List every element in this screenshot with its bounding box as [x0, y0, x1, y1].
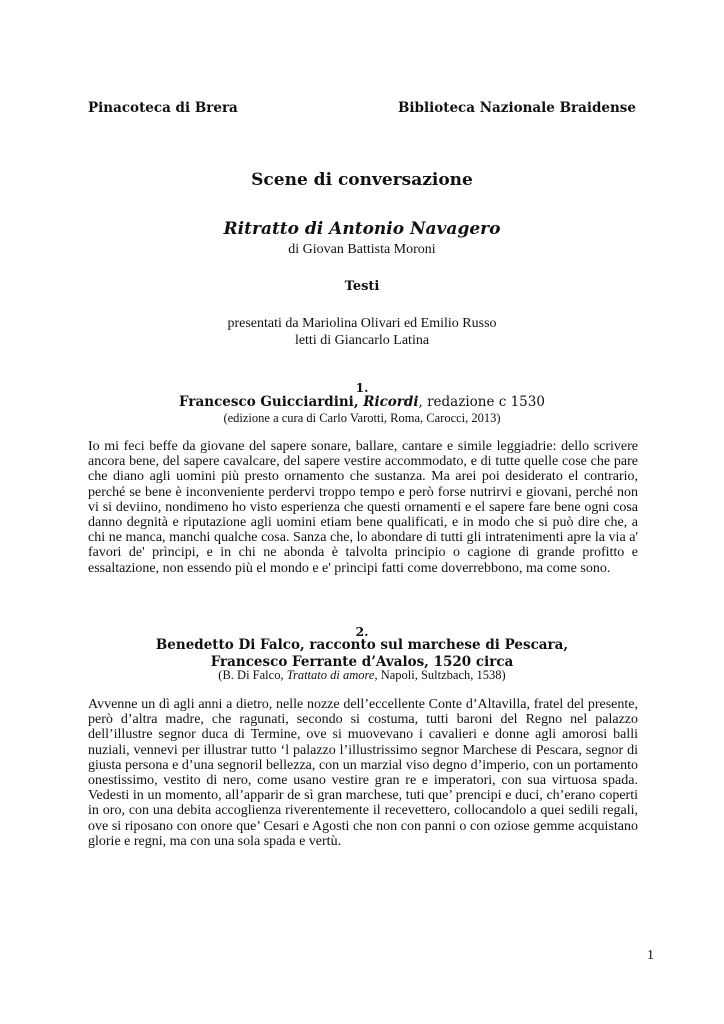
section-1-title-rest: , redazione c 1530: [418, 394, 545, 410]
section-2-title: [88, 637, 636, 671]
read-by: letti di Giancarlo Latina: [294, 333, 430, 348]
section-1-work: Ricordi: [363, 394, 419, 410]
presented-by: presentati da Mariolina Olivari ed Emilio Russo: [227, 316, 497, 331]
section-2-title-line2: Francesco Ferrante d’Avalos, 1520 circa: [210, 654, 514, 670]
section-1-text: Io mi feci beffe da giovane del sapere sonare, ballare, cantare e simile leggiadrie: dello scrivere ancora bene, del sapere cavalcare, del sapere vestire accommodato, e di tutte quelle cose che pare che diano agli uomini più presto ornamento che sustanza. Ma arei poi desiderato el contrario, perché se bene è inconveniente perdervi troppo tempo e però forse nutrirvi e giovani, perché non vi si deviino, nondimeno ho visto esperienza che questi ornamenti e el sapere fare bene ogni cosa danno degnità e riputazione agli uomini etiam bene qualificati, e in modo che si può dire che, a chi ne manca, manchi qualche cosa. Sanza che, lo abondare di tutti gli intratenimenti apre la via a' favori de' prìncipi, e in chi ne abonda è talvolta principio o cagione di grande profitto e essaltazione, non essendo più el mondo e e' prìncipi fatti come doverrebbono, ma come sono.: [88, 439, 638, 576]
section-2-edition-post: , Napoli, Sultzbach, 1538): [374, 668, 506, 682]
section-2-edition-pre: (B. Di Falco,: [218, 668, 287, 682]
section-1-title: [88, 394, 636, 411]
section-2-title-line1: Benedetto Di Falco, racconto sul marchese di Pescara,: [155, 637, 569, 653]
page-number: 1: [647, 948, 654, 963]
page-subtitle: Ritratto di Antonio Navagero: [223, 219, 501, 239]
page-title: Scene di conversazione: [251, 170, 473, 190]
section-1-number: 1.: [355, 380, 369, 395]
section-2-edition: [88, 667, 636, 683]
header-left: Pinacoteca di Brera: [88, 100, 238, 116]
credits: [88, 315, 636, 349]
section-1-edition: (edizione a cura di Carlo Varotti, Roma, Carocci, 2013): [223, 411, 501, 425]
section-2-text: Avvenne un dì agli anni a dietro, nelle nozze dell’eccellente Conte d’Altavilla, fratel del presente, però d’altra madre, che ragunati, secondo si costuma, tutti baroni del Regno nel palazzo dell’illustre segnor duca di Termine, ove si muovevano i cavalieri e donne agli amorosi balli nuziali, vennevi per illustrar tutto ‘l palazzo l’illustrissimo segnor Marchese di Pescara, segnor di giusta persona e d’una segnoril bellezza, con un marzial viso degno d’imperio, con un portamento onestissimo, vestito di nero, come usano vestire gran re e imperatori, con sua virtuosa spada. Vedesti in un momento, all’apparir de sì gran marchese, tuti que’ prencipi e duci, ch’erano coperti in oro, con una debita accoglienza riverentemente il recevettero, collocandolo a quei sedili regali, ove si riposano con onore que’ Cesari e Agosti che non con panni o con oziose gemme acquistano glorie e regni, ma con una sola spada e vertù.: [88, 697, 638, 849]
section-1-author: Francesco Guicciardini,: [179, 394, 364, 410]
section-2-number: 2.: [355, 624, 369, 639]
testi-label: Testi: [344, 279, 380, 294]
section-2-edition-work: Trattato di amore: [286, 668, 375, 682]
author-line: di Giovan Battista Moroni: [288, 242, 436, 257]
header-right: Biblioteca Nazionale Braidense: [397, 100, 636, 116]
